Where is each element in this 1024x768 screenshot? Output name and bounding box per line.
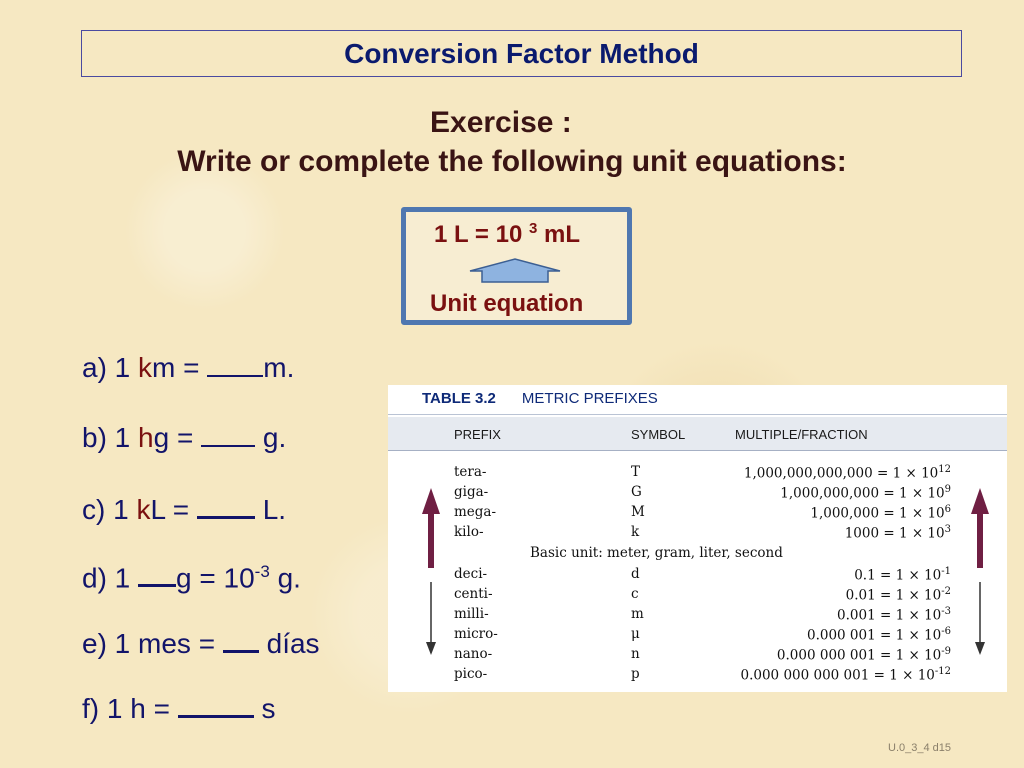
table-row xyxy=(388,626,1007,646)
table-title: METRIC PREFIXES xyxy=(521,390,658,407)
exercise-c-base: L xyxy=(150,494,166,525)
row-value: 1,000,000,000,000 = 1 × 10 xyxy=(743,465,939,482)
row-symbol: T xyxy=(631,464,641,480)
column-header-prefix: PREFIX xyxy=(454,427,501,442)
row-symbol: G xyxy=(631,484,642,500)
exercise-instruction: Write or complete the following unit equations: xyxy=(177,145,847,178)
row-exp: 9 xyxy=(944,484,951,495)
row-value: 0.001 = 1 × 10 xyxy=(837,607,942,624)
table-row xyxy=(388,566,1007,586)
row-value: 1,000,000 = 1 × 10 xyxy=(810,505,945,522)
row-symbol: n xyxy=(631,646,640,662)
row-multiple xyxy=(810,504,951,522)
row-multiple xyxy=(837,606,951,624)
row-exp: -6 xyxy=(941,626,951,637)
table-rule xyxy=(388,414,1007,415)
unit-equation-lhs: 1 L = 10 xyxy=(434,221,523,248)
row-symbol: k xyxy=(631,524,640,540)
exercise-b-end: g. xyxy=(255,422,287,453)
row-prefix: centi- xyxy=(454,586,493,602)
row-value: 0.000 000 000 001 = 1 × 10 xyxy=(740,667,935,684)
row-exp: -9 xyxy=(941,646,951,657)
table-number: TABLE 3.2 xyxy=(422,390,496,407)
row-prefix: tera- xyxy=(454,464,487,480)
exercise-d xyxy=(82,562,301,594)
up-arrow-icon xyxy=(468,258,562,284)
table-row xyxy=(388,484,1007,504)
table-row xyxy=(388,666,1007,686)
answer-blank-c[interactable] xyxy=(197,494,255,519)
row-value: 0.000 001 = 1 × 10 xyxy=(806,627,942,644)
row-multiple xyxy=(807,626,951,644)
row-symbol: m xyxy=(631,606,644,622)
exercise-d-power-exp: -3 xyxy=(254,562,270,581)
exercise-a-equals: = xyxy=(175,352,208,383)
row-prefix: pico- xyxy=(454,666,488,682)
exercise-a-end: m. xyxy=(263,352,295,383)
exercise-c-prefix: k xyxy=(136,494,151,525)
metric-prefix-table xyxy=(388,385,1007,692)
row-prefix: deci- xyxy=(454,566,488,582)
unit-equation-exponent: 3 xyxy=(528,220,538,237)
row-symbol: M xyxy=(631,504,645,520)
row-exp: -1 xyxy=(941,566,951,577)
row-exp: -12 xyxy=(934,666,951,677)
title-box xyxy=(81,30,962,77)
row-multiple xyxy=(744,464,951,482)
table-row xyxy=(388,586,1007,606)
exercise-c-end: L. xyxy=(254,494,287,525)
exercise-d-start: d) 1 xyxy=(82,562,139,594)
answer-blank-d[interactable] xyxy=(138,562,176,587)
exercise-c xyxy=(82,494,286,526)
column-header-symbol: SYMBOL xyxy=(631,427,686,442)
row-exp: -2 xyxy=(941,586,951,597)
row-symbol: d xyxy=(631,566,640,582)
row-prefix: mega- xyxy=(454,504,497,520)
exercise-e-start: e) 1 mes = xyxy=(82,628,223,659)
answer-blank-e[interactable] xyxy=(223,628,259,653)
answer-blank-b[interactable] xyxy=(201,423,255,447)
slide-footer: U.0_3_4 d15 xyxy=(888,742,951,754)
basic-unit-note: Basic unit: meter, gram, liter, second xyxy=(530,545,783,561)
unit-equation-label: Unit equation xyxy=(430,290,584,317)
row-exp: -3 xyxy=(941,606,951,617)
table-row xyxy=(388,646,1007,666)
row-exp: 6 xyxy=(944,504,951,515)
row-symbol: p xyxy=(631,666,640,682)
row-multiple xyxy=(780,484,951,502)
unit-equation-box xyxy=(401,207,632,325)
exercise-a-base: m xyxy=(152,352,176,383)
exercise-a-start: a) 1 xyxy=(82,352,139,383)
row-exp: 12 xyxy=(938,464,951,475)
row-multiple xyxy=(777,646,951,664)
row-multiple xyxy=(846,586,951,604)
table-row xyxy=(388,504,1007,524)
table-header-bar xyxy=(388,385,1007,412)
table-column-header xyxy=(388,417,1007,451)
table-row xyxy=(388,606,1007,626)
row-prefix: kilo- xyxy=(454,524,484,540)
row-prefix: nano- xyxy=(454,646,493,662)
row-prefix: micro- xyxy=(454,626,498,642)
table-row xyxy=(388,464,1007,484)
column-header-multiple: MULTIPLE/FRACTION xyxy=(735,427,868,442)
exercise-e-end: días xyxy=(258,628,320,659)
row-multiple xyxy=(741,666,952,684)
exercise-heading: Exercise : xyxy=(430,106,572,139)
row-prefix: giga- xyxy=(454,484,489,500)
exercise-c-start: c) 1 xyxy=(82,494,137,525)
slide-title: Conversion Factor Method xyxy=(344,37,699,69)
row-value: 1,000,000,000 = 1 × 10 xyxy=(780,485,945,502)
exercise-e xyxy=(82,628,320,660)
row-value: 0.01 = 1 × 10 xyxy=(845,587,942,604)
row-multiple xyxy=(845,524,951,542)
table-row xyxy=(388,524,1007,544)
exercise-b-base: g xyxy=(153,422,170,453)
row-value: 0.1 = 1 × 10 xyxy=(854,567,942,584)
answer-blank-f[interactable] xyxy=(178,693,254,718)
row-exp: 3 xyxy=(944,524,951,535)
exercise-d-end: g. xyxy=(269,562,301,594)
row-symbol: μ xyxy=(631,626,640,642)
exercise-a xyxy=(82,352,294,384)
exercise-f-end: s xyxy=(253,693,276,724)
exercise-b xyxy=(82,422,286,454)
exercise-b-start: b) 1 xyxy=(82,422,139,453)
unit-equation-unit: mL xyxy=(543,221,580,248)
exercise-c-equals: = xyxy=(165,494,197,525)
row-value: 1000 = 1 × 10 xyxy=(844,525,945,542)
answer-blank-a[interactable] xyxy=(207,353,263,377)
exercise-a-prefix: k xyxy=(138,352,153,383)
row-value: 0.000 000 001 = 1 × 10 xyxy=(776,647,942,664)
exercise-f-start: f) 1 h = xyxy=(82,693,178,724)
unit-equation-text xyxy=(434,220,580,249)
exercise-f xyxy=(82,693,276,725)
row-multiple xyxy=(854,566,951,584)
exercise-b-equals: = xyxy=(169,422,202,453)
row-symbol: c xyxy=(631,586,639,602)
exercise-b-prefix: h xyxy=(138,422,154,453)
exercise-d-unit: g = xyxy=(176,562,224,594)
exercise-d-power-base: 10 xyxy=(223,562,255,594)
row-prefix: milli- xyxy=(454,606,489,622)
